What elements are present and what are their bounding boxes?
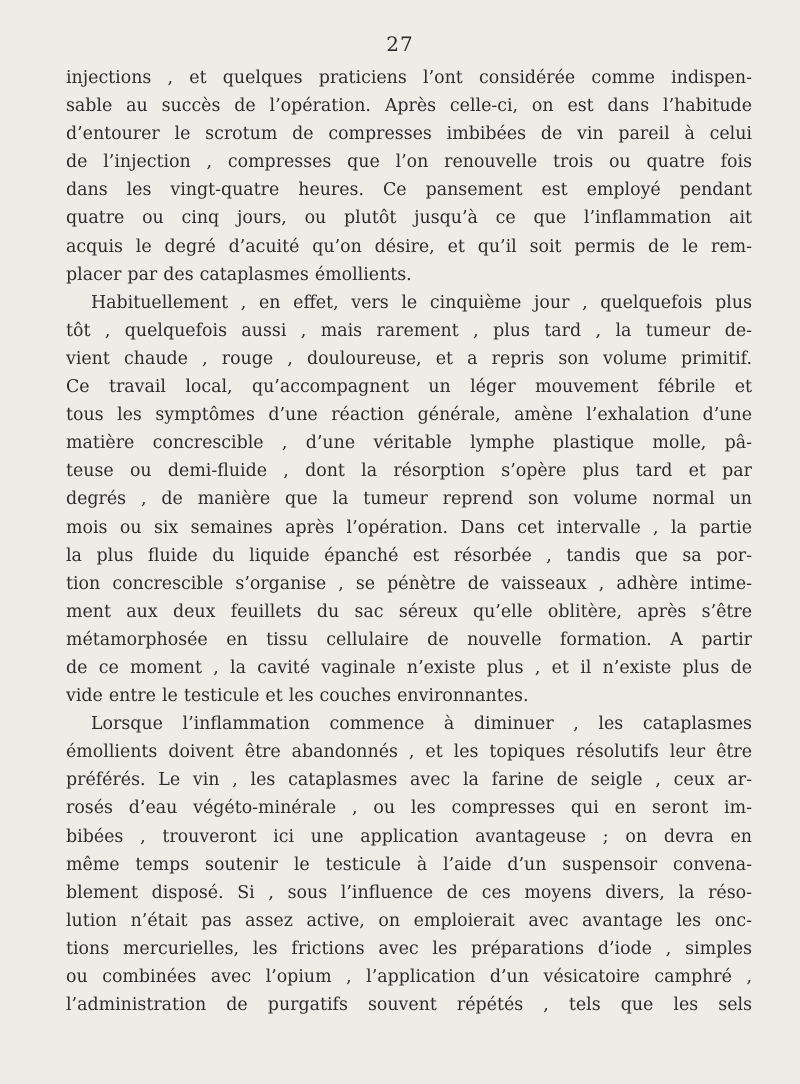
- text-line: tôt , quelquefois aussi , mais rarement , plus tard , la tumeur de-: [66, 320, 752, 341]
- text-line: injections , et quelques praticiens l’ont considérée comme indispen-: [66, 68, 752, 88]
- text-line: rosés d’eau végéto-minérale , ou les compresses qui en seront im-: [66, 798, 752, 819]
- text-line: émollients doivent être abandonnés , et les topiques résolutifs leur être: [66, 742, 752, 763]
- text-line: même temps soutenir le testicule à l’aide d’un suspensoir convena-: [66, 854, 752, 875]
- text-line: sable au succès de l’opération. Après celle-ci, on est dans l’habitude: [66, 96, 752, 117]
- text-line: métamorphosée en tissu cellulaire de nouvelle formation. A partir: [66, 629, 752, 650]
- text-line: tion concrescible s’organise , se pénètre de vaisseaux , adhère intime-: [66, 573, 752, 594]
- text-line: d’entourer le scrotum de compresses imbibées de vin pareil à celui: [66, 124, 752, 145]
- text-line: de ce moment , la cavité vaginale n’existe plus , et il n’existe plus de: [66, 657, 752, 678]
- text-line: Ce travail local, qu’accompagnent un léger mouvement fébrile et: [66, 377, 752, 398]
- text-line: matière concrescible , d’une véritable lymphe plastique molle, pâ-: [66, 433, 752, 454]
- text-line: vient chaude , rouge , douloureuse, et a repris son volume primitif.: [66, 348, 752, 369]
- text-line: mois ou six semaines après l’opération. Dans cet intervalle , la partie: [66, 517, 752, 538]
- text-line: tions mercurielles, les frictions avec les préparations d’iode , simples: [66, 938, 752, 959]
- text-line: degrés , de manière que la tumeur reprend son volume normal un: [66, 489, 752, 510]
- text-line: Habituellement , en effet, vers le cinquième jour , quelquefois plus: [91, 292, 752, 313]
- text-line: tous les symptômes d’une réaction générale, amène l’exhalation d’une: [66, 405, 752, 426]
- text-line: teuse ou demi-fluide , dont la résorption s’opère plus tard et par: [66, 461, 752, 482]
- text-line: ment aux deux feuillets du sac séreux qu’elle oblitère, après s’être: [66, 601, 752, 622]
- text-line: dans les vingt-quatre heures. Ce pansement est employé pendant: [66, 180, 752, 201]
- text-line: préférés. Le vin , les cataplasmes avec la farine de seigle , ceux ar-: [66, 770, 752, 791]
- page-number: 27: [386, 32, 414, 56]
- text-line: placer par des cataplasmes émollients.: [66, 264, 412, 285]
- text-line: lution n’était pas assez active, on emploierait avec avantage les onc-: [66, 910, 752, 931]
- text-line: acquis le degré d’acuité qu’on désire, et qu’il soit permis de le rem-: [66, 236, 752, 257]
- text-line: bibées , trouveront ici une application avantageuse ; on devra en: [66, 826, 752, 847]
- text-line: la plus fluide du liquide épanché est résorbée , tandis que sa por-: [66, 545, 752, 566]
- text-line: de l’injection , compresses que l’on renouvelle trois ou quatre fois: [66, 152, 752, 173]
- text-line: quatre ou cinq jours, ou plutôt jusqu’à ce que l’inflammation ait: [66, 208, 752, 229]
- text-line: vide entre le testicule et les couches environnantes.: [66, 686, 529, 707]
- body-text: [66, 64, 752, 1019]
- text-line: ou combinées avec l’opium , l’application d’un vésicatoire camphré ,: [66, 967, 752, 987]
- text-line: l’administration de purgatifs souvent répétés , tels que les sels: [66, 995, 752, 1016]
- text-line: blement disposé. Si , sous l’influence de ces moyens divers, la réso-: [66, 882, 752, 903]
- text-line: Lorsque l’inflammation commence à diminuer , les cataplasmes: [91, 714, 752, 735]
